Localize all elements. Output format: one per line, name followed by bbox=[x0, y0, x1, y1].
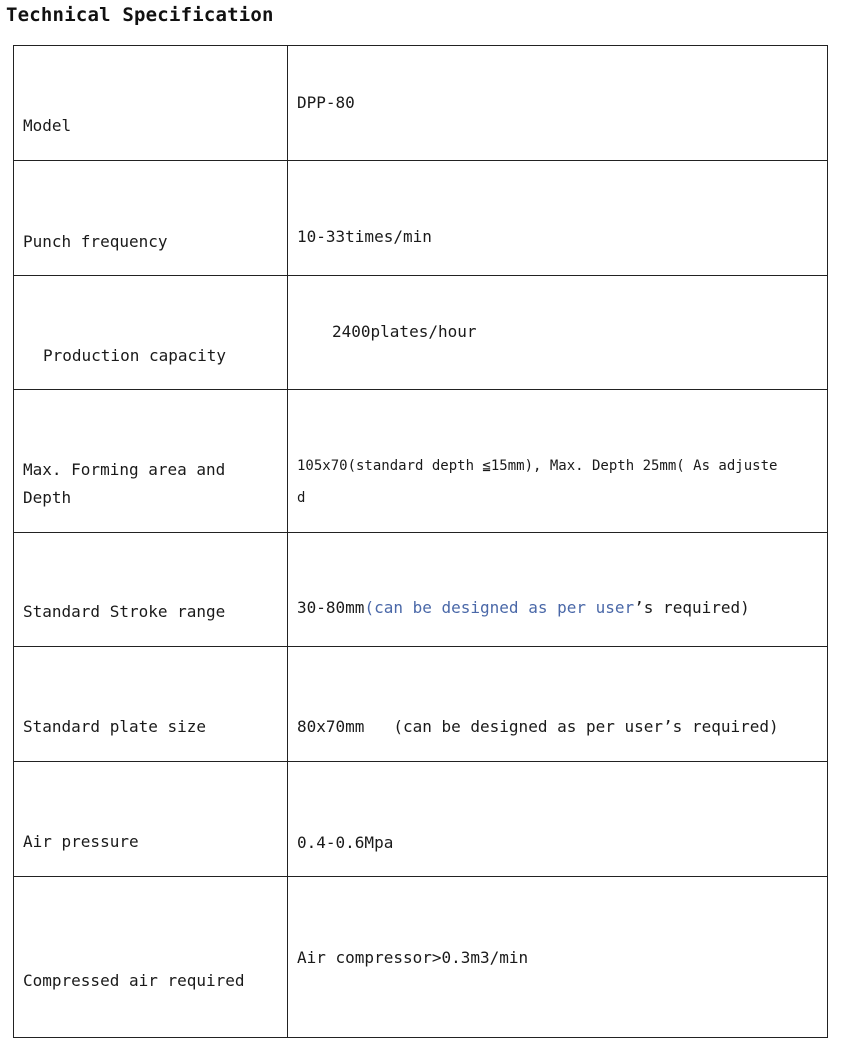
table-row bbox=[14, 46, 828, 161]
value-cell bbox=[288, 647, 828, 762]
row-value-stroke-range bbox=[297, 593, 750, 623]
value-cell bbox=[288, 46, 828, 161]
row-label-forming-area: Max. Forming area and Depth bbox=[23, 460, 226, 507]
label-cell bbox=[14, 877, 288, 1038]
row-label-model: Model bbox=[23, 116, 72, 135]
spec-table bbox=[13, 45, 828, 1038]
table-row bbox=[14, 762, 828, 877]
row-label-stroke-range: Standard Stroke range bbox=[23, 602, 226, 621]
value-cell bbox=[288, 390, 828, 533]
table-row bbox=[14, 533, 828, 647]
value-cell bbox=[288, 276, 828, 390]
row-label-production-capacity: Production capacity bbox=[43, 346, 227, 365]
label-cell bbox=[14, 647, 288, 762]
table-row bbox=[14, 161, 828, 276]
label-cell bbox=[14, 161, 288, 276]
value-cell bbox=[288, 762, 828, 877]
table-row bbox=[14, 647, 828, 762]
row-label-air-pressure: Air pressure bbox=[23, 832, 139, 851]
value-cell bbox=[288, 877, 828, 1038]
label-cell bbox=[14, 390, 288, 533]
row-value-plate-size: 80x70mm (can be designed as per user’s required) bbox=[297, 717, 779, 736]
row-value-production-capacity: 2400plates/hour bbox=[332, 322, 477, 341]
table-row bbox=[14, 877, 828, 1038]
row-value-punch-frequency: 10-33times/min bbox=[297, 227, 432, 246]
row-value-forming-area-line1: 105x70(standard depth ≦15mm), Max. Depth 25mm( As adjuste bbox=[297, 458, 778, 474]
row-label-punch-frequency: Punch frequency bbox=[23, 232, 168, 251]
label-cell bbox=[14, 762, 288, 877]
value-cell bbox=[288, 161, 828, 276]
label-cell bbox=[14, 276, 288, 390]
stroke-value: 30-80mm bbox=[297, 598, 365, 617]
label-cell bbox=[14, 533, 288, 647]
row-value-air-pressure: 0.4-0.6Mpa bbox=[297, 833, 394, 852]
page-title: Technical Specification bbox=[6, 4, 274, 26]
row-value-compressed-air: Air compressor>0.3m3/min bbox=[297, 948, 529, 967]
stroke-note-tail: ’s required) bbox=[634, 598, 750, 617]
row-label-compressed-air: Compressed air required bbox=[23, 971, 245, 990]
row-value-forming-area-line2: d bbox=[297, 490, 306, 506]
label-cell bbox=[14, 46, 288, 161]
table-row bbox=[14, 390, 828, 533]
stroke-note-highlight: (can be designed as per user bbox=[364, 598, 635, 617]
table-row bbox=[14, 276, 828, 390]
row-value-model: DPP-80 bbox=[297, 93, 355, 112]
value-cell bbox=[288, 533, 828, 647]
row-label-plate-size: Standard plate size bbox=[23, 717, 207, 736]
